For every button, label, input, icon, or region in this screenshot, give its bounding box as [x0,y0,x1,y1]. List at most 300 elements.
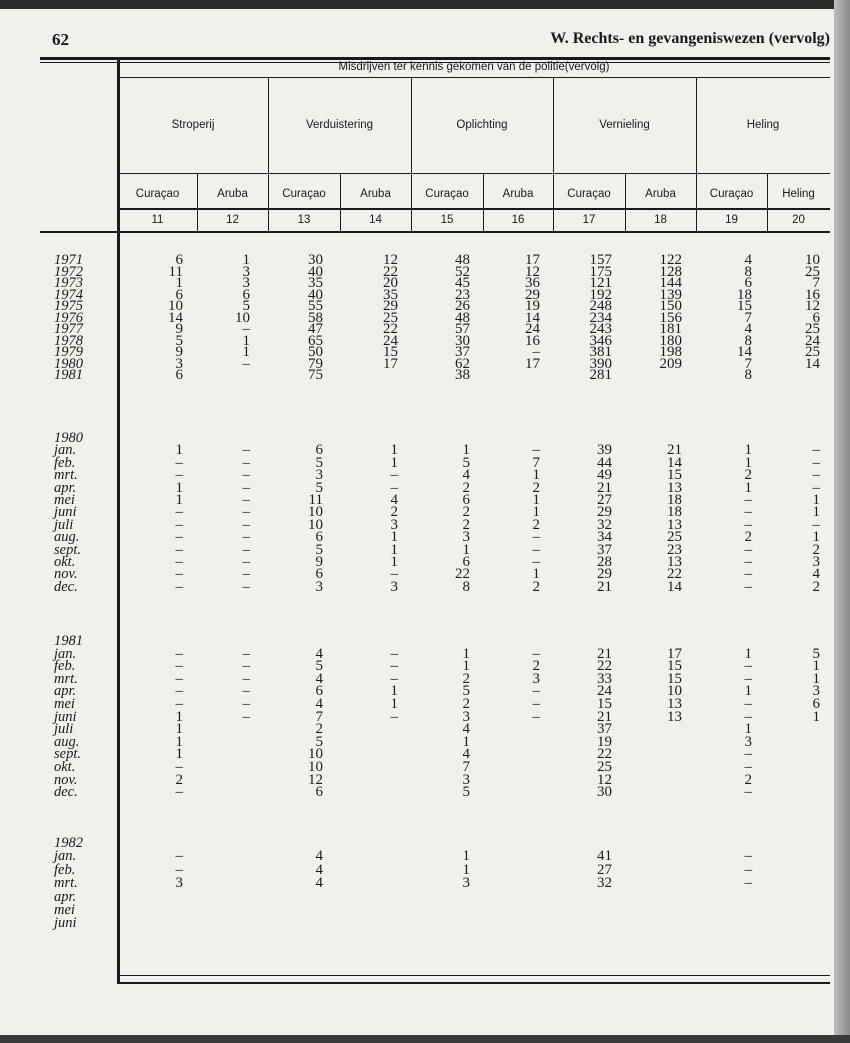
table-cell: 1 [390,683,398,700]
table-cell: – [744,516,752,533]
table-cell: 5 [462,454,470,471]
table-cell: – [242,529,250,546]
table-cell: 14 [525,309,540,326]
table-cell: – [744,554,752,570]
table-cell: 1 [390,541,398,558]
table-cell: – [175,516,183,533]
table-cell: 1 [390,454,398,471]
table-cell: – [175,578,183,595]
table-cell: 1 [175,479,183,496]
row-label: 1980 [54,355,83,372]
table-cell: – [242,504,250,521]
table-cell: 2 [744,771,752,788]
table-cell: 6 [315,442,323,459]
table-cell: 23 [455,286,470,303]
table-cell: 10 [805,252,820,268]
table-cell: 1 [462,733,470,750]
column-subheader: Heling [782,188,815,200]
table-cell: – [812,516,820,533]
table-cell: 6 [812,696,820,712]
row-label: okt. [54,759,76,775]
table-cell: 23 [667,541,682,558]
table-cell: 12 [805,298,820,314]
table-cell: 3 [175,355,183,372]
table-cell: 10 [308,504,323,521]
table-cell: 10 [308,746,323,763]
group-header-heling: Heling [746,119,780,131]
table-cell: 26 [455,298,470,314]
scan-bottom-edge [0,1035,850,1043]
table-cell: 1 [242,252,250,268]
table-cell: 4 [462,721,470,738]
table-cell: 1 [175,708,183,725]
row-label: jan. [54,442,77,459]
table-cell: 48 [455,309,470,326]
table-cell: – [175,759,183,775]
table-cell: 3 [315,467,323,484]
table-cell: 18 [737,286,752,303]
scan-top-edge [0,0,850,9]
title-rule [118,77,830,78]
table-cell: 1 [532,492,540,508]
row-label: 1979 [54,344,83,360]
table-cell: 41 [597,848,612,865]
table-cell: 3 [462,708,470,725]
table-cell: – [242,578,250,595]
table-cell: 6 [315,529,323,546]
table-cell: 2 [462,516,470,533]
table-cell: 390 [589,355,612,372]
table-cell: 5 [315,658,323,675]
row-label: aug. [54,733,80,750]
table-cell: 1 [390,696,398,712]
table-cell: 52 [455,263,470,280]
column-subheader: Aruba [217,188,248,200]
table-cell: 1 [744,442,752,459]
table-cell: 5 [812,645,820,662]
column-subheader: Aruba [645,188,676,200]
table-cell: – [744,746,752,763]
table-cell: 12 [597,771,612,788]
table-cell: 381 [589,344,612,360]
table-cell: 25 [597,759,612,775]
row-label: mei [54,492,75,508]
table-cell: 38 [455,367,470,383]
table-cell: – [744,541,752,558]
table-cell: 17 [667,645,682,662]
row-label: 1974 [54,286,83,303]
table-cell: 15 [597,696,612,712]
table-cell: 234 [589,309,612,326]
table-cell: 30 [597,784,612,801]
table-cell: – [390,479,398,496]
table-cell: – [744,578,752,595]
table-cell: 5 [175,332,183,349]
table-cell: 3 [462,875,470,892]
table-cell: 25 [667,529,682,546]
table-cell: 29 [525,286,540,303]
table-cell: – [744,708,752,725]
row-label: juni [54,915,77,932]
table-cell: 62 [455,355,470,372]
table-cell: 1 [462,645,470,662]
row-label: feb. [54,658,76,675]
table-cell: 47 [308,321,323,337]
row-label: nov. [54,771,78,788]
table-cell: 27 [597,861,612,878]
table-cell: 1 [532,504,540,521]
table-cell: 3 [462,529,470,546]
table-cell: 1 [390,442,398,459]
row-label: 1973 [54,275,83,291]
table-cell: 139 [659,286,682,303]
table-cell: – [390,708,398,725]
table-cell: 27 [597,492,612,508]
row-label: okt. [54,554,76,570]
table-cell: – [532,529,540,546]
table-bottom-rule-thin [118,975,830,976]
table-cell: 5 [315,454,323,471]
table-cell: 5 [315,479,323,496]
table-cell: 14 [737,344,752,360]
table-cell: 181 [659,321,682,337]
row-label: dec. [54,784,78,801]
table-cell: – [242,708,250,725]
table-cell: 6 [242,286,250,303]
table-cell: 192 [589,286,612,303]
table-cell: 1 [812,670,820,687]
table-cell: 6 [812,309,820,326]
table-cell: 21 [667,442,682,459]
table-cell: 13 [667,554,682,570]
table-cell: 248 [589,298,612,314]
table-cell: 9 [175,321,183,337]
table-cell: 4 [812,566,820,583]
table-cell: 75 [308,367,323,383]
table-cell: 1 [175,275,183,291]
table-cell: 1 [175,733,183,750]
table-cell: 29 [383,298,398,314]
table-cell: – [242,442,250,459]
table-cell: 21 [597,645,612,662]
table-cell: 128 [659,263,682,280]
table-cell: 15 [667,658,682,675]
table-cell: 6 [315,683,323,700]
table-cell: 4 [315,696,323,712]
row-label: feb. [54,861,76,878]
table-cell: 34 [597,529,612,546]
row-label: mrt. [54,875,78,892]
table-cell: 2 [532,658,540,675]
table-cell: 25 [383,309,398,326]
table-cell: – [242,516,250,533]
table-cell: 21 [597,479,612,496]
table-cell: 209 [659,355,682,372]
row-label: apr. [54,479,77,496]
table-cell: – [390,658,398,675]
table-cell: – [242,554,250,570]
table-cell: – [242,467,250,484]
table-cell: 5 [242,298,250,314]
table-cell: – [175,504,183,521]
table-cell: 17 [525,355,540,372]
table-cell: – [242,645,250,662]
table-cell: 1 [812,504,820,521]
table-cell: – [242,492,250,508]
table-cell: 24 [525,321,540,337]
table-cell: 6 [175,367,183,383]
table-cell: 50 [308,344,323,360]
table-cell: – [744,492,752,508]
column-subheader: Curaçao [135,188,180,200]
row-label: 1981 [54,367,83,383]
table-cell: 1 [532,566,540,583]
table-cell: 22 [597,746,612,763]
table-cell: – [744,784,752,801]
table-cell: 15 [737,298,752,314]
table-cell: 1 [462,541,470,558]
column-number: 19 [725,214,738,226]
table-cell: 1 [744,454,752,471]
table-cell: 6 [462,492,470,508]
table-cell: 2 [744,467,752,484]
table-cell: 79 [308,355,323,372]
table-cell: – [242,454,250,471]
table-cell: 58 [308,309,323,326]
table-title: Misdrijven ter kennis gekomen van de politie(vervolg) [338,61,610,73]
table-cell: 16 [805,286,820,303]
table-cell: 15 [383,344,398,360]
table-cell: – [812,479,820,496]
table-cell: 8 [744,367,752,383]
table-cell: – [744,658,752,675]
table-cell: 2 [175,771,183,788]
table-cell: – [532,696,540,712]
table-cell: – [175,784,183,801]
table-cell: 19 [525,298,540,314]
table-cell: 15 [667,670,682,687]
group-divider [553,77,554,232]
row-label: jan. [54,848,77,865]
table-cell: 13 [667,479,682,496]
table-cell: 10 [308,516,323,533]
table-cell: 4 [315,848,323,865]
table-cell: 243 [589,321,612,337]
row-label: juli [54,721,74,738]
column-subheader: Aruba [360,188,391,200]
table-cell: – [744,848,752,865]
table-cell: – [390,467,398,484]
group-header-stroperij: Stroperij [171,119,215,131]
running-head: W. Rechts- en gevangeniswezen (vervolg) [550,30,830,47]
group-divider [411,77,412,232]
table-cell: 6 [315,566,323,583]
table-cell: 32 [597,516,612,533]
table-cell: 21 [597,578,612,595]
table-cell: 12 [308,771,323,788]
table-cell: – [532,442,540,459]
row-label: jan. [54,645,77,662]
table-cell: 6 [462,554,470,570]
table-cell: 3 [175,875,183,892]
table-cell: 57 [455,321,470,337]
table-cell: 2 [315,721,323,738]
table-cell: 1 [390,529,398,546]
table-cell: 4 [315,861,323,878]
table-cell: 22 [383,263,398,280]
column-number: 17 [582,214,596,226]
table-cell: 20 [383,275,398,291]
table-cell: 5 [462,683,470,700]
table-cell: – [744,759,752,775]
table-cell: 1 [175,492,183,508]
table-cell: 8 [462,578,470,595]
column-number: 11 [151,214,164,226]
table-cell: – [532,645,540,662]
table-cell: 5 [462,784,470,801]
table-cell: – [242,670,250,687]
table-cell: – [175,696,183,712]
table-cell: 1 [242,332,250,349]
table-cell: 1 [812,492,820,508]
column-subheader: Curaçao [425,188,469,200]
table-cell: 35 [383,286,398,303]
table-cell: – [390,670,398,687]
row-label: 1977 [54,321,83,337]
table-cell: 1 [812,658,820,675]
table-cell: – [175,554,183,570]
table-cell: 29 [597,566,612,583]
table-cell: 6 [744,275,752,291]
table-cell: 10 [168,298,183,314]
table-cell: 4 [462,746,470,763]
table-cell: 2 [462,504,470,521]
table-cell: – [744,696,752,712]
table-cell: – [744,875,752,892]
table-cell: 7 [744,355,752,372]
table-cell: 281 [589,367,612,383]
table-cell: 22 [597,658,612,675]
table-cell: 4 [315,645,323,662]
table-cell: 1 [462,442,470,459]
table-cell: 3 [462,771,470,788]
table-cell: 198 [659,344,682,360]
table-cell: 3 [390,578,398,595]
table-cell: 13 [667,708,682,725]
table-cell: 2 [462,696,470,712]
table-cell: 40 [308,286,323,303]
table-cell: – [812,454,820,471]
group-divider [696,77,697,232]
table-cell: 2 [812,578,820,595]
table-cell: – [175,861,183,878]
table-cell: 3 [242,263,250,280]
column-subheader: Curaçao [567,188,611,200]
table-cell: – [242,479,250,496]
table-cell: 7 [532,454,540,471]
table-cell: 36 [525,275,540,291]
table-cell: 150 [659,298,682,314]
table-cell: 7 [462,759,470,775]
table-cell: 10 [667,683,682,700]
table-cell: – [242,658,250,675]
table-cell: 2 [462,479,470,496]
table-cell: 10 [308,759,323,775]
table-cell: 14 [805,355,820,372]
table-cell: – [532,683,540,700]
table-cell: 24 [597,683,612,700]
table-cell: 2 [532,479,540,496]
table-cell: 37 [597,721,612,738]
table-cell: 30 [455,332,470,349]
table-cell: 1 [242,344,250,360]
table-cell: – [242,696,250,712]
table-cell: 17 [525,252,540,268]
table-cell: 37 [597,541,612,558]
table-cell: – [532,541,540,558]
table-cell: 1 [744,721,752,738]
table-cell: 6 [175,286,183,303]
table-cell: 175 [589,263,612,280]
table-cell: 44 [597,454,612,471]
table-cell: 2 [462,670,470,687]
table-cell: – [390,645,398,662]
table-cell: 29 [597,504,612,521]
table-cell: – [532,554,540,570]
row-label: aug. [54,529,80,546]
table-cell: 6 [175,252,183,268]
table-cell: 15 [667,467,682,484]
table-cell: – [175,467,183,484]
table-cell: – [175,670,183,687]
column-number: 12 [226,214,239,226]
section-heading: 1980 [54,430,83,446]
table-cell: 9 [315,554,323,570]
table-cell: 2 [532,516,540,533]
group-header-vernieling: Vernieling [599,119,650,131]
column-subheader: Aruba [502,188,534,200]
table-cell: 2 [390,504,398,521]
table-cell: 2 [532,578,540,595]
column-number: 20 [792,214,805,226]
column-number: 13 [297,214,311,226]
table-cell: 4 [315,670,323,687]
table-cell: – [812,442,820,459]
row-label: juni [54,708,77,725]
table-cell: 11 [168,263,183,280]
table-cell: 4 [462,467,470,484]
table-cell: – [175,683,183,700]
table-cell: 1 [175,442,183,459]
table-cell: 1 [462,848,470,865]
table-cell: 22 [667,566,682,583]
table-cell: 3 [532,670,540,687]
table-top-rule [40,57,830,60]
header-bottom-rule [40,231,830,233]
table-cell: 156 [659,309,682,326]
table-cell: – [175,566,183,583]
group-header-oplichting: Oplichting [456,119,508,131]
subheader-rule [118,208,830,210]
column-subheader: Curaçao [282,188,326,200]
table-cell: 1 [462,861,470,878]
table-cell: – [175,529,183,546]
row-label: apr. [54,683,77,700]
table-cell: 3 [315,578,323,595]
table-cell: – [390,566,398,583]
book-spine-shadow [834,0,850,1043]
table-cell: 39 [597,442,612,459]
